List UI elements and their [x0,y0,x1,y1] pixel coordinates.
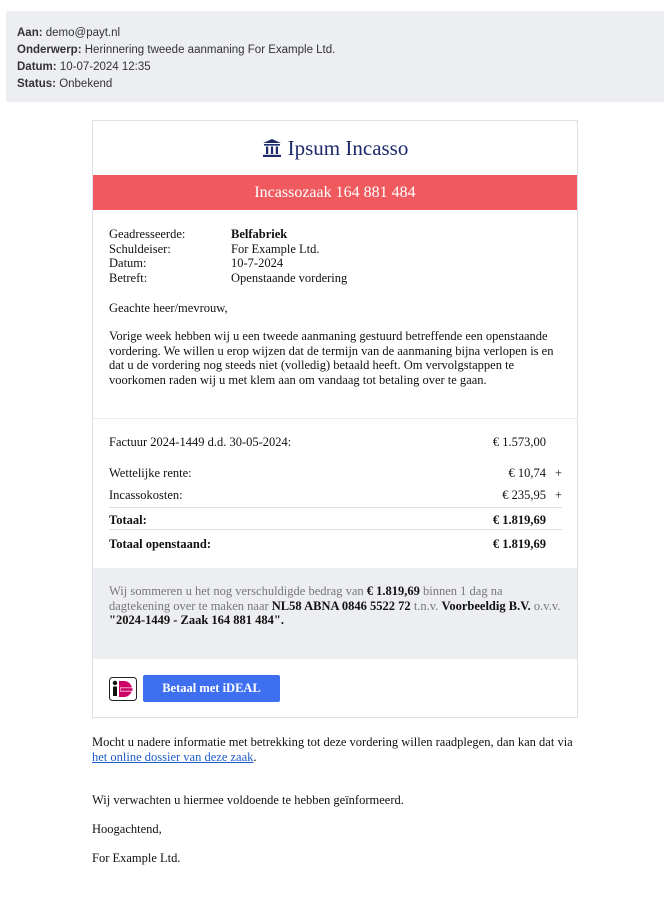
pay-with-ideal-button[interactable]: Betaal met iDEAL [143,675,280,702]
meta-row: Betreft: Openstaande vordering [109,270,348,285]
subject-row: Onderwerp: Herinnering tweede aanmaning For Example Ltd. [17,44,336,56]
reminder-paragraph: Vorige week hebben wij u een tweede aanmaning gestuurd betreffende een openstaande vordering. We willen u erop wijzen dat de termijn van de aanmaning bijna verlopen is en dat u de vordering nog steeds niet (volledig) betaald heeft. Om vervolgstappen te voorkomen raden wij u met klem aan om vandaag tot betaling over te gaan. [109,329,554,387]
subject-value: Herinnering tweede aanmaning For Example Ltd. [84,44,336,56]
divider [93,418,577,419]
to-value: demo@payt.nl [45,27,121,39]
to-row: Aan: demo@payt.nl [17,27,121,39]
closing-text: Hoogachtend, [92,822,162,836]
case-meta [109,227,347,285]
total-line: Totaal: € 1.819,69 [109,513,546,527]
payment-row [109,675,280,702]
info-paragraph: Mocht u nadere informatie met betrekking tot deze vordering willen raadplegen, dan kan dat via het online dossier van deze zaak. [92,735,573,764]
notice-amount: € 1.819,69 [366,584,420,598]
ideal-logo [109,677,137,701]
interest-line: Wettelijke rente: € 10,74 + [109,466,562,480]
status-row: Status: Onbekend [17,78,113,90]
date-row: Datum: 10-07-2024 12:35 [17,61,151,73]
meta-row: Geadresseerde: Belfabriek [109,227,288,241]
notice-iban: NL58 ABNA 0846 5522 72 [271,598,411,613]
outstanding-line: Totaal openstaand: € 1.819,69 [109,537,546,551]
collection-costs-line: Incassokosten: € 235,95 + [109,488,562,502]
brand-name: Ipsum Incasso [287,135,409,160]
greeting: Geachte heer/mevrouw, [109,301,228,315]
email-card [92,120,578,718]
informed-text: Wij verwachten u hiermee voldoende te hebben geïnformeerd. [92,793,404,807]
brand-header [93,121,577,175]
institution-icon [262,138,282,158]
signature-text: For Example Ltd. [92,851,181,865]
date-value: 10-07-2024 12:35 [59,61,151,73]
email-header [6,11,664,102]
online-dossier-link[interactable]: het online dossier van deze zaak [92,749,254,764]
payment-notice: Wij sommeren u het nog verschuldigde bedrag van € 1.819,69 binnen 1 dag na dagtekening over te maken naar NL58 ABNA 0846 5522 72 t.n.v. Voorbeeldig B.V. o.v.v. "2024-1449 - Zaak 164 881 484". [93,568,577,659]
notice-beneficiary: Voorbeeldig B.V. [441,598,531,613]
meta-row: Datum: 10-7-2024 [109,256,284,270]
invoice-line: Factuur 2024-1449 d.d. 30-05-2024: € 1.573,00 [109,435,546,449]
notice-reference: "2024-1449 - Zaak 164 881 484". [109,613,284,628]
meta-row: Schuldeiser: For Example Ltd. [109,241,320,256]
status-value: Onbekend [59,78,113,90]
case-banner: Incassozaak 164 881 484 [93,175,577,210]
divider [109,507,562,508]
divider [109,529,562,530]
